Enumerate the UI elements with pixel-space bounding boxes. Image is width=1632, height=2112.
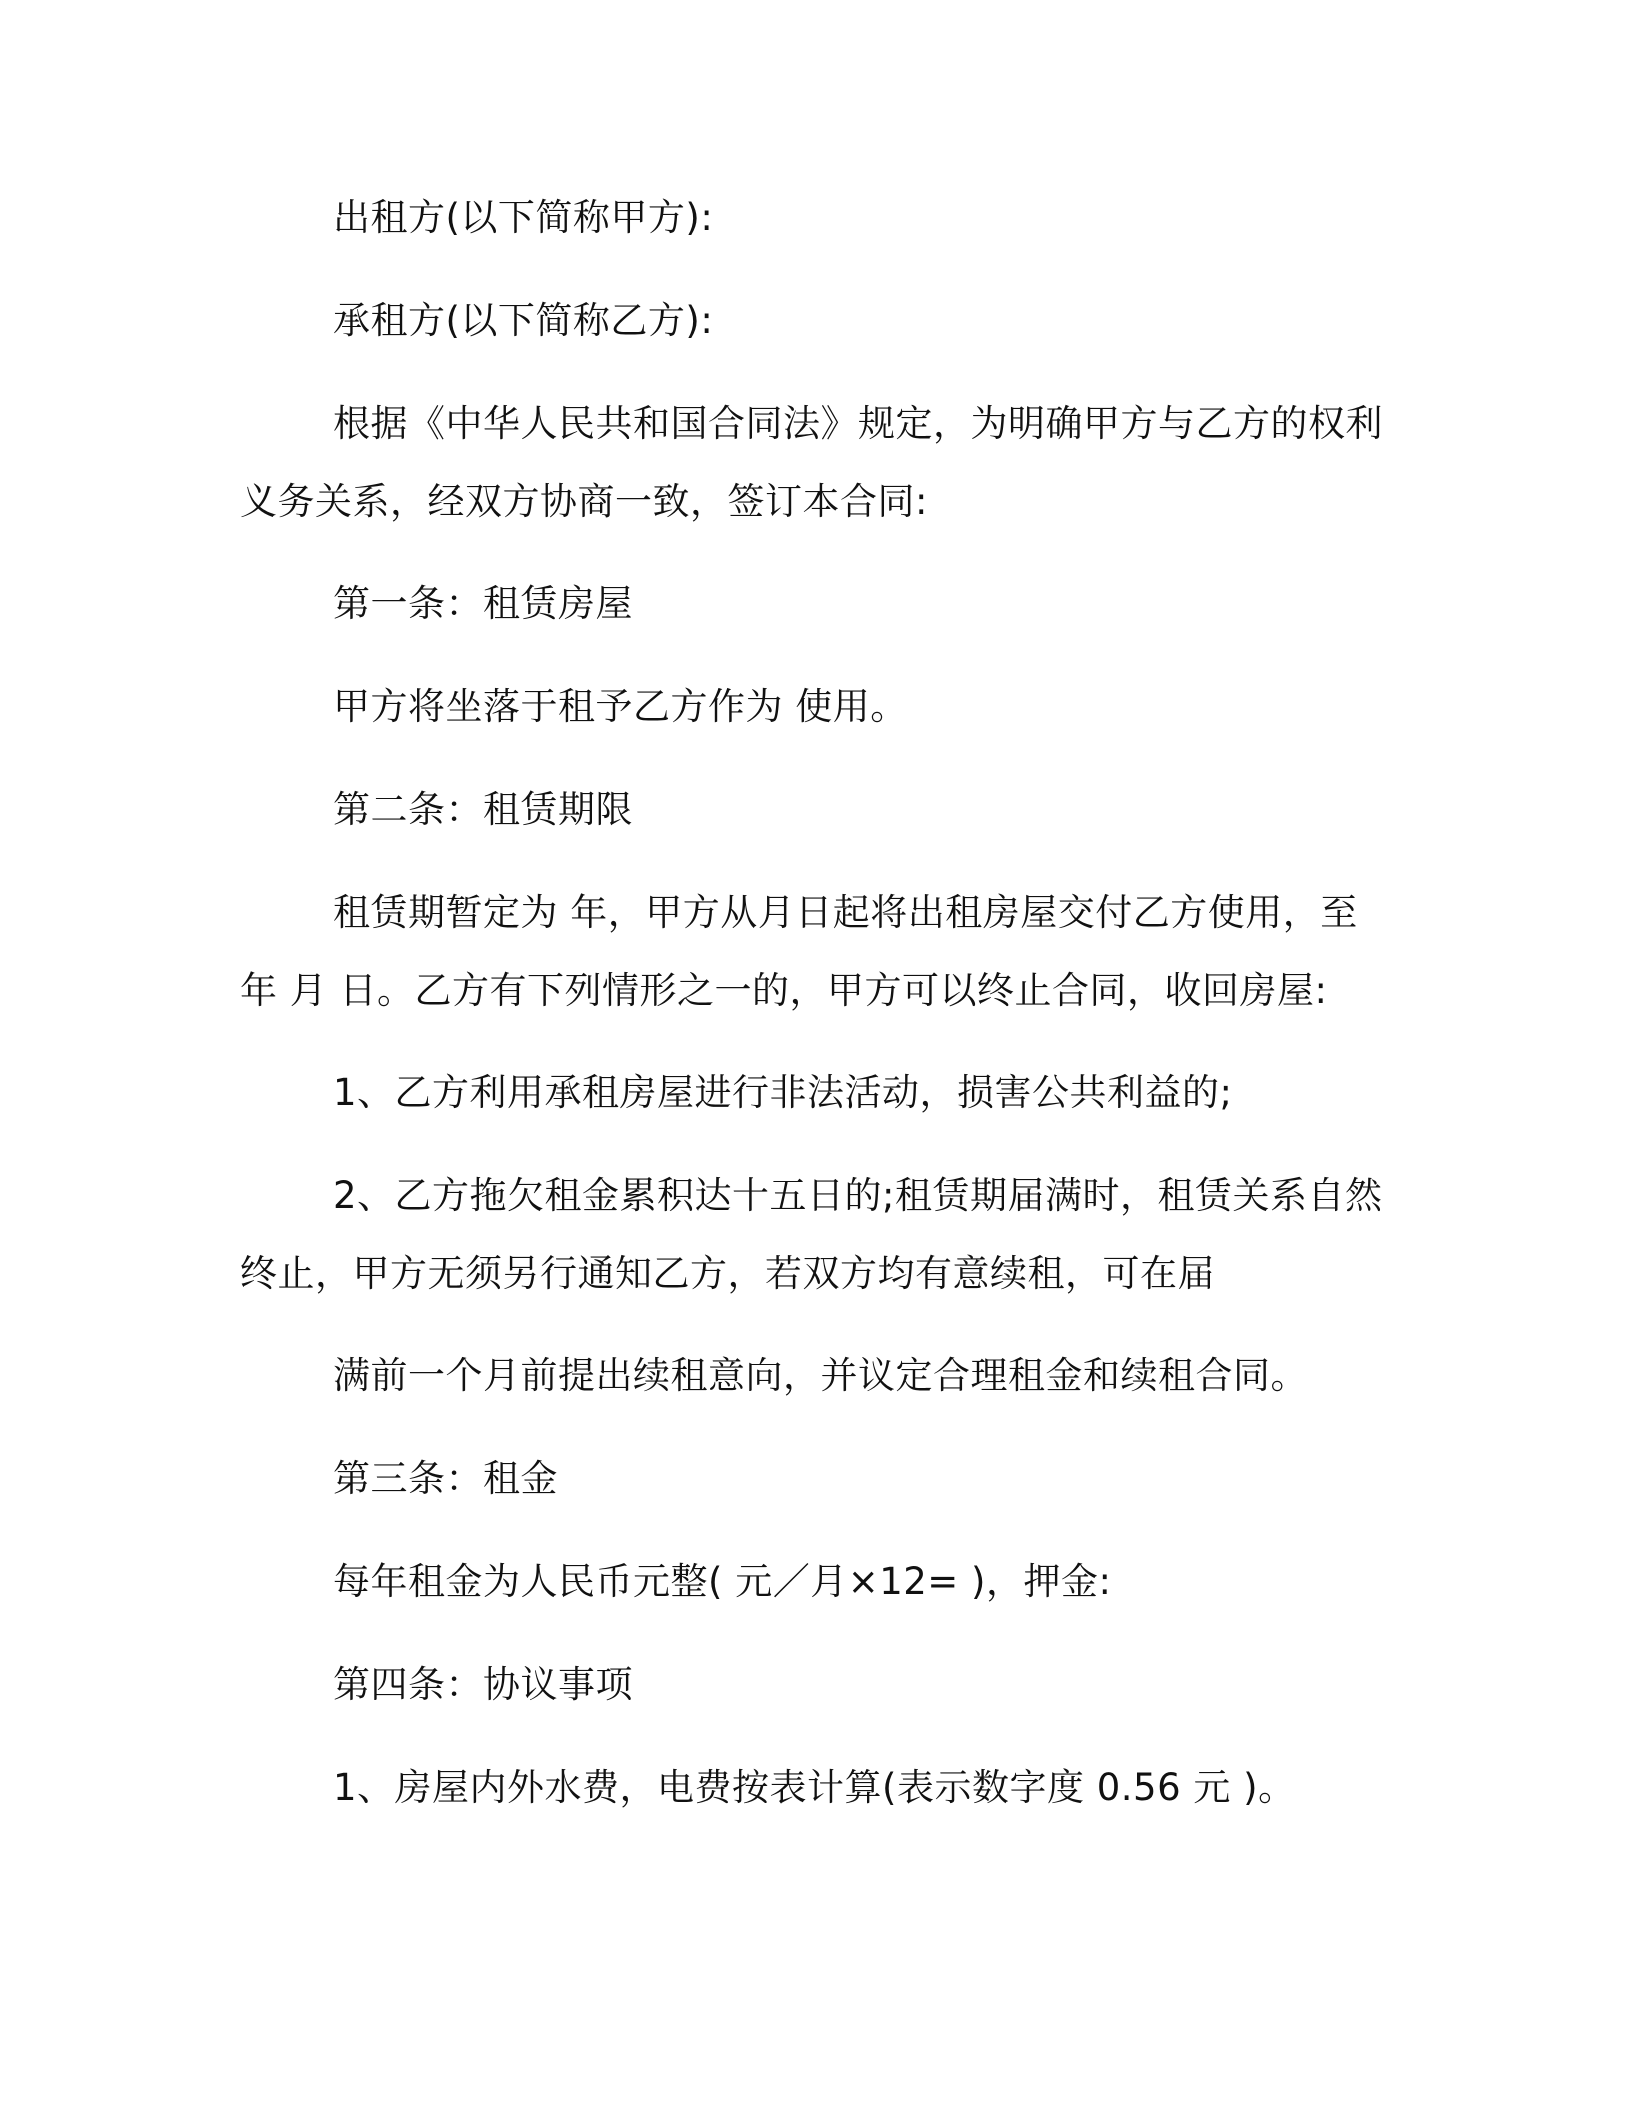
article-4-item-1: 1、房屋内外水费，电费按表计算(表示数字度 0.56 元 )。	[333, 1766, 1296, 1809]
article-3-body: 每年租金为人民币元整( 元／月×12= )，押金:	[333, 1560, 1112, 1603]
article-2-item-2-line-2: 终止，甲方无须另行通知乙方，若双方均有意续租，可在届	[240, 1252, 1215, 1295]
article-2-body-line-2: 年 月 日。乙方有下列情形之一的，甲方可以终止合同，收回房屋:	[240, 969, 1328, 1012]
article-2-item-2-line-3: 满前一个月前提出续租意向，并议定合理租金和续租合同。	[333, 1354, 1308, 1397]
article-2-body-line-1: 租赁期暂定为 年，甲方从月日起将出租房屋交付乙方使用，至	[333, 891, 1358, 934]
preamble-line-1: 根据《中华人民共和国合同法》规定，为明确甲方与乙方的权利	[333, 402, 1383, 445]
lessor-line: 出租方(以下简称甲方):	[333, 196, 714, 239]
article-4-heading: 第四条：协议事项	[333, 1663, 633, 1706]
article-2-item-2-line-1: 2、乙方拖欠租金累积达十五日的;租赁期届满时，租赁关系自然	[333, 1174, 1383, 1217]
article-2-item-1: 1、乙方利用承租房屋进行非法活动，损害公共利益的;	[333, 1071, 1233, 1114]
preamble-line-2: 义务关系，经双方协商一致，签订本合同:	[240, 480, 928, 523]
lessee-line: 承租方(以下简称乙方):	[333, 299, 714, 342]
article-1-heading: 第一条：租赁房屋	[333, 582, 633, 625]
article-2-heading: 第二条：租赁期限	[333, 788, 633, 831]
article-1-body: 甲方将坐落于租予乙方作为 使用。	[333, 685, 908, 728]
article-3-heading: 第三条：租金	[333, 1457, 558, 1500]
